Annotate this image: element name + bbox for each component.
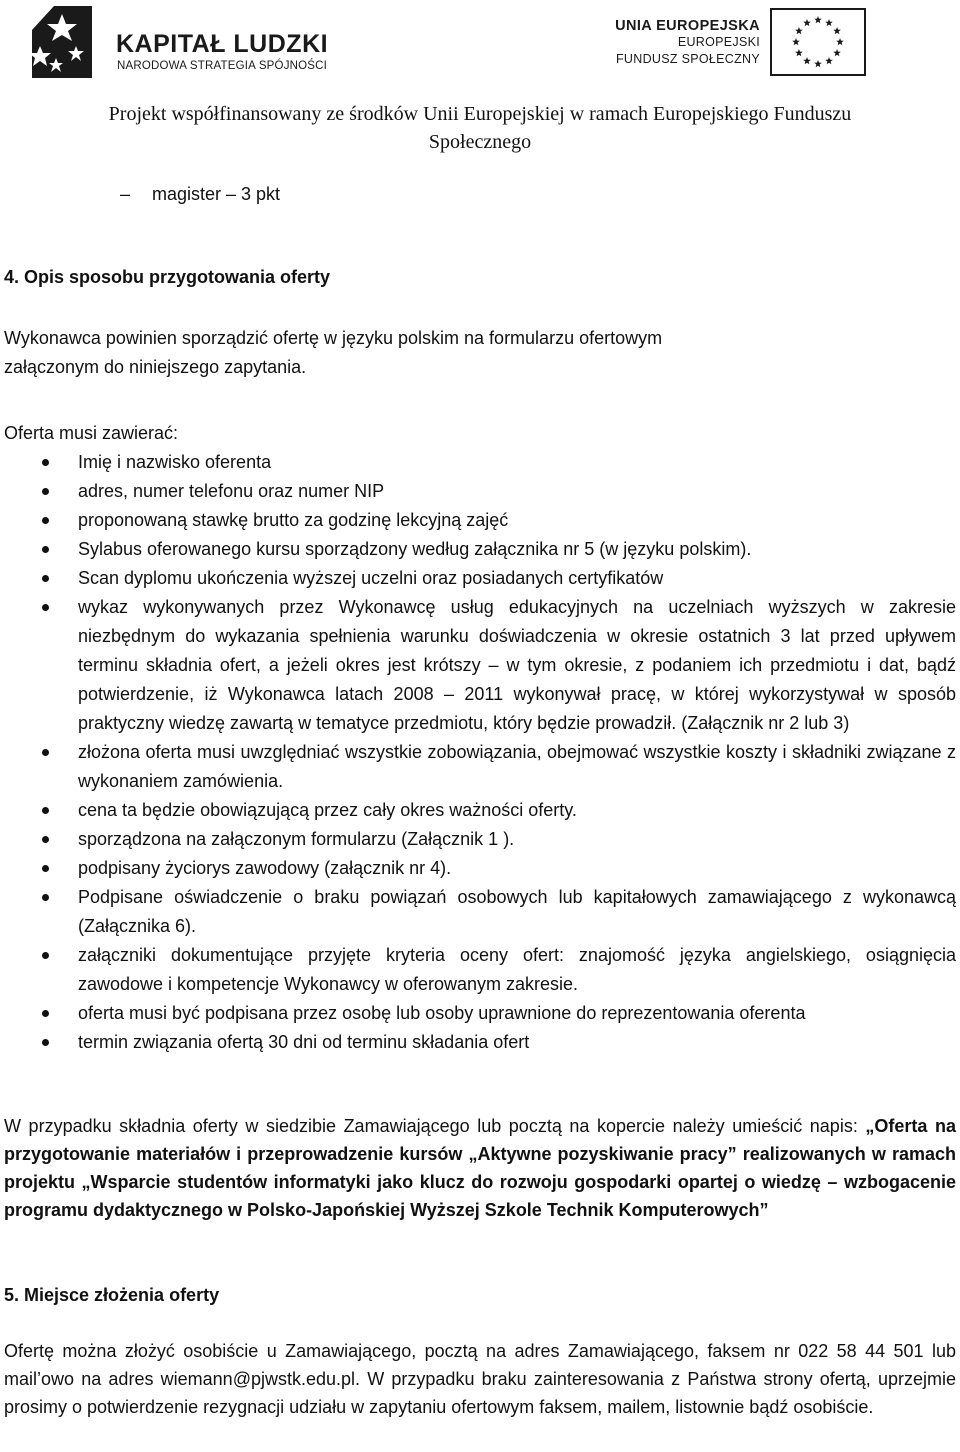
list-item: termin związania ofertą 30 dni od terminu składania ofert bbox=[0, 1028, 960, 1057]
bullet-icon bbox=[42, 546, 49, 553]
offer-requirements-list bbox=[0, 448, 960, 1057]
submission-paragraph bbox=[4, 1337, 956, 1421]
eu-line-1: UNIA EUROPEJSKA bbox=[615, 18, 760, 34]
intro-line-1: Wykonawca powinien sporządzić ofertę w języku polskim na formularzu ofertowym bbox=[4, 328, 663, 348]
list-item: złożona oferta musi uwzględniać wszystkie zobowiązania, obejmować wszystkie koszty i składniki związane z wykonaniem zamówienia. bbox=[0, 738, 960, 796]
bullet-icon bbox=[42, 894, 49, 901]
list-item: Scan dyplomu ukończenia wyższej uczelni oraz posiadanych certyfikatów bbox=[0, 564, 960, 593]
magister-line: magister – 3 pkt bbox=[152, 184, 281, 204]
eu-line-3: FUNDUSZ SPOŁECZNY bbox=[615, 52, 760, 66]
bullet-icon bbox=[42, 1010, 49, 1017]
list-item: proponowaną stawkę brutto za godzinę lekcyjną zajęć bbox=[0, 506, 960, 535]
bullet-icon bbox=[42, 459, 49, 466]
list-item: wykaz wykonywanych przez Wykonawcę usług edukacyjnych na uczelniach wyższych w zakresie niezbędnym do wykazania spełnienia warunku doświadczenia w okresie ostatnich 3 lat przed upływem terminu składnia ofert, a jeżeli okres jest krótszy – w tym okresie, z podaniem ich przedmiotu i dat, bądź potwierdzenie, iż Wykonawca latach 2008 – 2011 wykonywał pracę, w której wykorzystywał w sposób praktyczny wiedzę zawartą w tematyce przedmiotu, który będzie prowadził. (Załącznik nr 2 lub 3) bbox=[0, 593, 960, 738]
submission-text-2: . W przypadku braku zainteresowania z Państwa strony ofertą, uprzejmie prosimy o potwierdzenie rezygnacji udziału w zapytaniu ofertowym faksem, mailem, listownie bądź osobiście. bbox=[4, 1369, 957, 1417]
bullet-icon bbox=[42, 749, 49, 756]
bullet-icon bbox=[42, 836, 49, 843]
kapital-ludzki-title: KAPITAŁ LUDZKI bbox=[116, 30, 329, 58]
bullet-icon bbox=[42, 1039, 49, 1046]
list-item: cena ta będzie obowiązującą przez cały okres ważności oferty. bbox=[0, 796, 960, 825]
list-item: adres, numer telefonu oraz numer NIP bbox=[0, 477, 960, 506]
bullet-icon bbox=[42, 865, 49, 872]
project-line-1: Projekt współfinansowany ze środków Unii Europejskiej w ramach Europejskiego Funduszu bbox=[108, 103, 852, 125]
list-item: Podpisane oświadczenie o braku powiązań osobowych lub kapitałowych zamawiającego z wykonawcą (Załącznika 6). bbox=[0, 883, 960, 941]
bullet-icon bbox=[42, 952, 49, 959]
intro-line-2: załączonym do niniejszego zapytania. bbox=[4, 357, 307, 377]
eu-flag-logo bbox=[770, 8, 866, 76]
kapital-ludzki-subtitle: NARODOWA STRATEGIA SPÓJNOŚCI bbox=[117, 60, 328, 72]
section-5-heading: 5. Miejsce złożenia oferty bbox=[4, 1285, 220, 1305]
envelope-bold-text: „Oferta na przygotowanie materiałów i przeprowadzenie kursów „Aktywne pozyskiwanie pracy” realizowanych w ramach projektu „Wsparcie studentów informatyki jako klucz do rozwoju gospodarki opartej o wiedzę – wzbogacenie programu dydaktycznego w Polsko-Japońskiej Wyższej Szkole Technik Komputerowych” bbox=[4, 1116, 956, 1220]
bullet-icon bbox=[42, 604, 49, 611]
list-item: podpisany życiorys zawodowy (załącznik nr 4). bbox=[0, 854, 960, 883]
eu-text-block bbox=[615, 18, 760, 68]
eu-line-2: EUROPEJSKI bbox=[677, 35, 760, 49]
offer-list-title: Oferta musi zawierać: bbox=[4, 423, 179, 443]
list-item: oferta musi być podpisana przez osobę lub osoby uprawnione do reprezentowania oferenta bbox=[0, 999, 960, 1028]
magister-dash: – bbox=[120, 184, 131, 204]
kapital-ludzki-logo bbox=[32, 6, 92, 78]
submission-text-1: Ofertę można złożyć osobiście u Zamawiającego, pocztą na adres Zamawiającego, faksem nr 022 58 44 501 lub mail’owo na adres bbox=[4, 1341, 956, 1389]
bullet-icon bbox=[42, 517, 49, 524]
bullet-icon bbox=[42, 575, 49, 582]
project-line-2: Społecznego bbox=[428, 131, 532, 153]
bullet-icon bbox=[42, 488, 49, 495]
list-item: załączniki dokumentujące przyjęte kryteria oceny ofert: znajomość języka angielskiego, osiągnięcia zawodowe i kompetencje Wykonawcy w oferowanym zakresie. bbox=[0, 941, 960, 999]
list-item: sporządzona na załączonym formularzu (Załącznik 1 ). bbox=[0, 825, 960, 854]
project-funding-note bbox=[0, 100, 960, 156]
list-item: Sylabus oferowanego kursu sporządzony według załącznika nr 5 (w języku polskim). bbox=[0, 535, 960, 564]
bullet-icon bbox=[42, 807, 49, 814]
section-4-heading: 4. Opis sposobu przygotowania oferty bbox=[4, 267, 331, 287]
email-link[interactable]: wiemann@pjwstk.edu.pl bbox=[160, 1369, 356, 1389]
envelope-text: W przypadku składnia oferty w siedzibie Zamawiającego lub pocztą na kopercie należy umieścić napis: bbox=[4, 1116, 866, 1136]
envelope-paragraph bbox=[4, 1112, 956, 1224]
list-item: Imię i nazwisko oferenta bbox=[0, 448, 960, 477]
document-header bbox=[0, 0, 960, 160]
